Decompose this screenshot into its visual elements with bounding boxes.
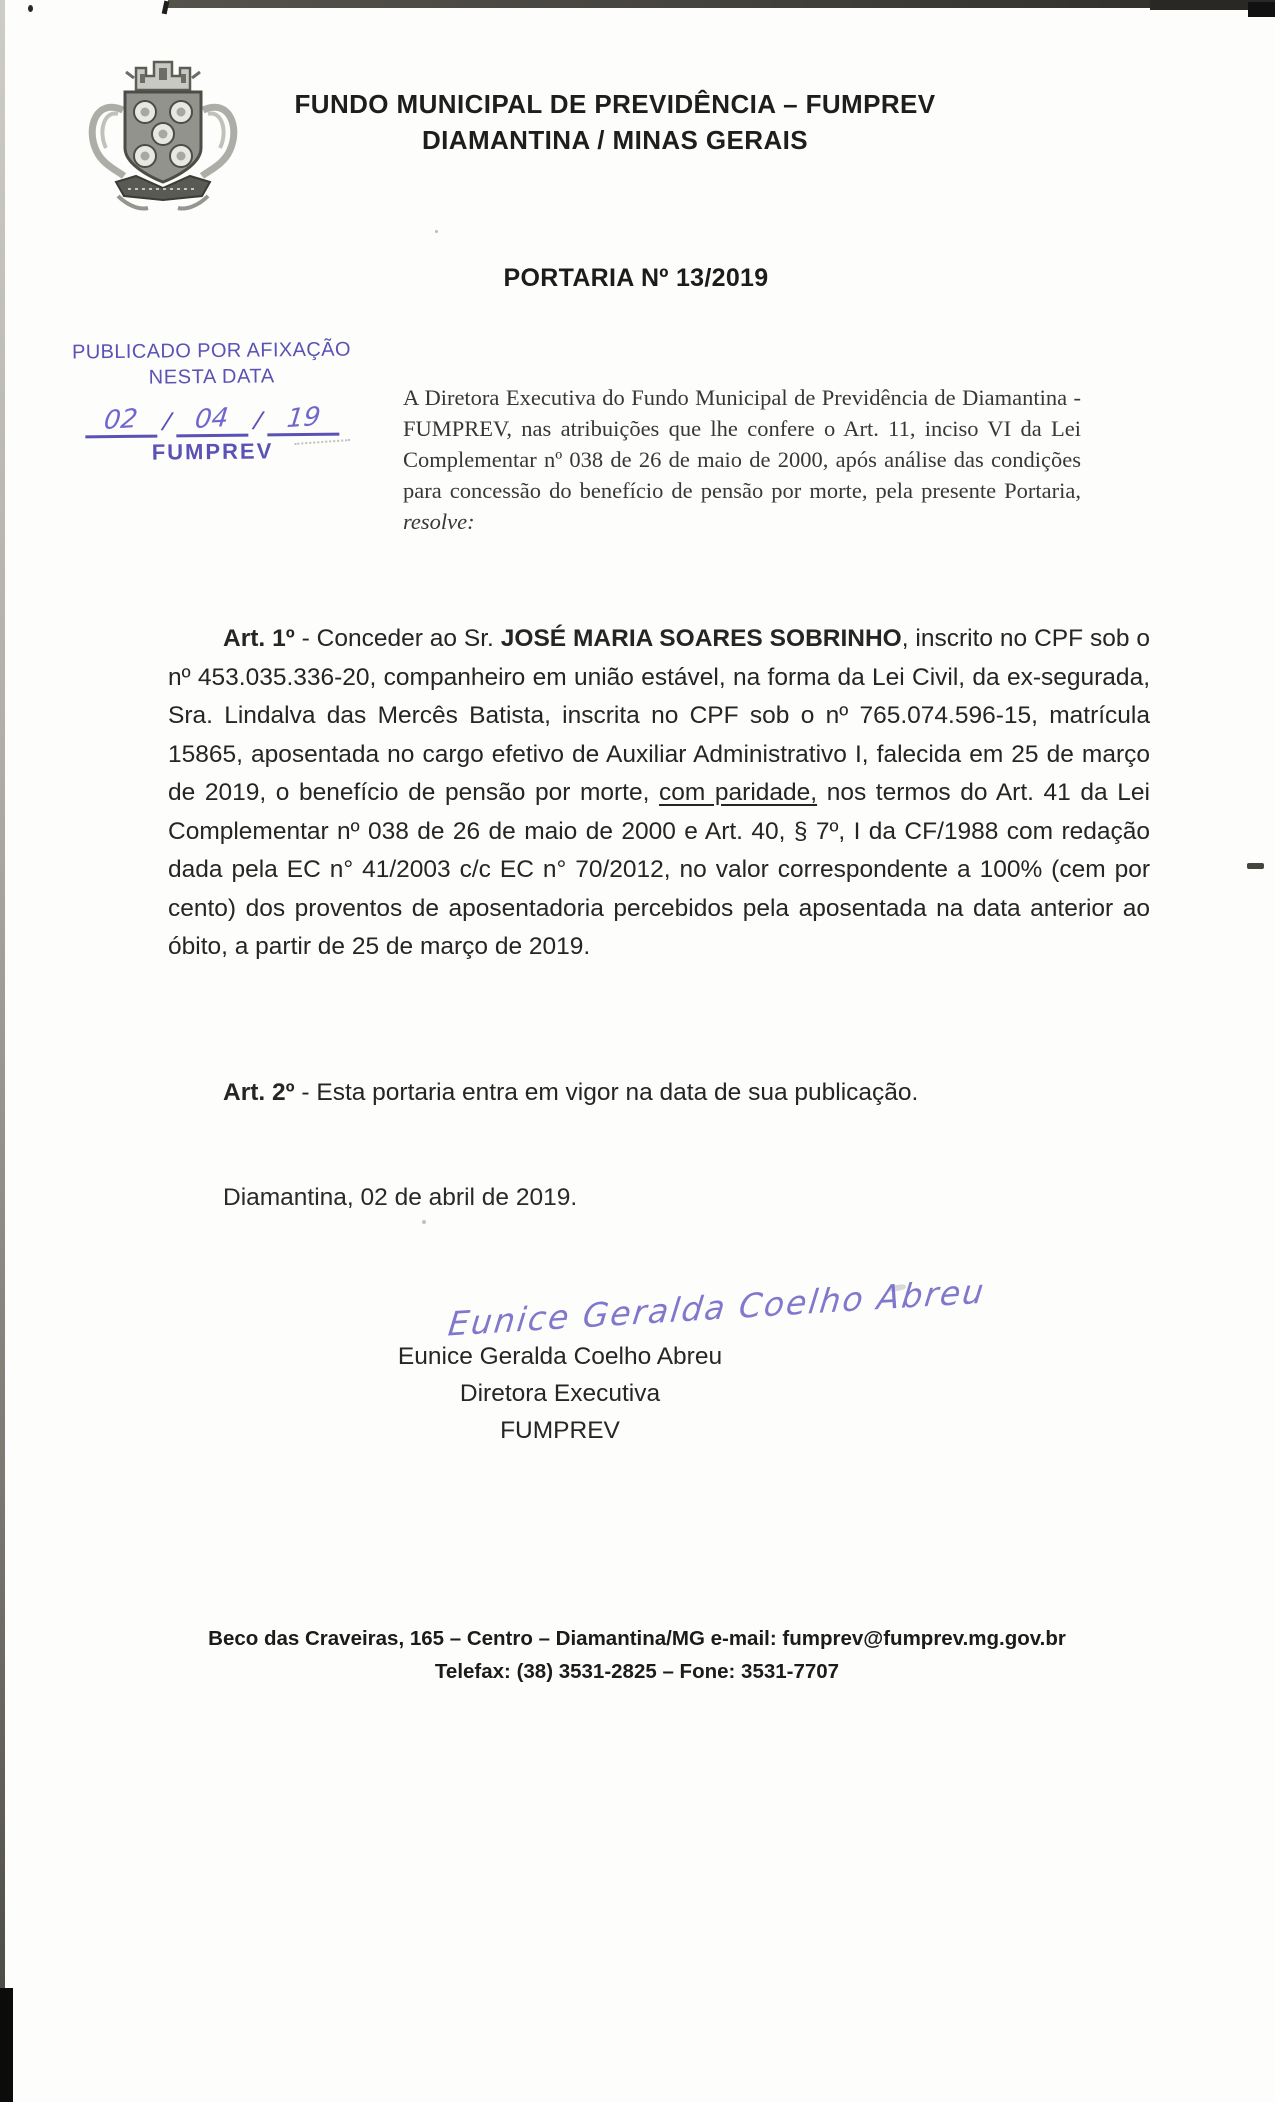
article-2-paragraph <box>168 1074 1150 1113</box>
stamp-line1: PUBLICADO POR AFIXAÇÃO <box>71 338 352 364</box>
stamp-date-month: 04 <box>193 402 231 436</box>
article-1-label: Art. 1º <box>223 625 295 652</box>
municipal-coat-of-arms-icon <box>68 50 258 223</box>
dateline: Diamantina, 02 de abril de 2019. <box>223 1184 578 1211</box>
scan-artifact-top-bar <box>168 0 1158 8</box>
scan-artifact-bottom-left-bar <box>0 1988 13 2102</box>
org-title <box>240 86 990 158</box>
article-1-underlined-phrase: com paridade, <box>659 779 818 806</box>
scan-artifact-corner-block <box>1248 2 1275 17</box>
article-1-middle: , inscrito no CPF sob o nº 453.035.336-20, companheiro em união estável, na forma da Lei Civil, da ex-segurada, Sra. Lindalva das Mercês Batista, inscrita no CPF sob o nº 765.074.596-15, matrícula 15865, aposentada no cargo efetivo de Auxiliar Administrativo I, falecida em 25 de março de 2019, o benefício de pensão por morte, <box>168 625 1150 806</box>
preamble-resolve: resolve: <box>403 509 475 534</box>
footer <box>87 1622 1187 1688</box>
article-1-before-name: - Conceder ao Sr. <box>294 625 501 652</box>
org-title-line1: FUNDO MUNICIPAL DE PREVIDÊNCIA – FUMPREV <box>294 89 936 119</box>
scan-artifact-speck <box>422 1220 426 1224</box>
article-2-label: Art. 2º <box>223 1079 295 1106</box>
scan-artifact-right-dash <box>1247 863 1264 869</box>
stamp-date-separator: / <box>161 406 173 437</box>
article-1-after-underline: nos termos do Art. 41 da Lei Complementar nº 038 de 26 de maio de 2000 e Art. 40, § 7º, I da CF/1988 com redação dada pela EC n° 41/2003 c/c EC n° 70/2012, no valor correspondente a 100% (cem por cento) dos proventos de aposentadoria percebidos pela aposentada na data anterior ao óbito, a partir de 25 de março de 2019. <box>168 779 1150 960</box>
stamp-date-separator: / <box>252 405 264 436</box>
preamble-paragraph <box>403 382 1081 537</box>
stamp-line2: NESTA DATA <box>148 365 275 389</box>
signatory-role: Diretora Executiva <box>459 1380 661 1407</box>
scan-artifact-left-edge <box>0 0 5 2102</box>
org-title-line2: DIAMANTINA / MINAS GERAIS <box>421 125 809 155</box>
stamp-handwritten-date <box>58 395 366 438</box>
scan-artifact-dot <box>28 5 33 12</box>
footer-phone-line: Telefax: (38) 3531-2825 – Fone: 3531-7707 <box>434 1660 840 1683</box>
footer-address-line: Beco das Craveiras, 165 – Centro – Diamantina/MG e-mail: fumprev@fumprev.mg.gov.br <box>208 1627 1066 1650</box>
document-title: PORTARIA Nº 13/2019 <box>503 264 769 292</box>
handwritten-signature: Eunice Geralda Coelho Abreu <box>446 1271 988 1344</box>
signatory-org: FUMPREV <box>500 1417 620 1444</box>
signatory-name: Eunice Geralda Coelho Abreu <box>397 1343 723 1370</box>
article-1-paragraph <box>168 620 1150 967</box>
preamble-text: A Diretora Executiva do Fundo Municipal de Previdência de Diamantina - FUMPREV, nas atribuições que lhe confere o Art. 11, inciso VI da Lei Complementar nº 038 de 26 de maio de 2000, após análise das condições para concessão do benefício de pensão por morte, pela presente Portaria, <box>403 385 1081 503</box>
article-2-text: - Esta portaria entra em vigor na data de sua publicação. <box>294 1079 919 1106</box>
publication-stamp <box>57 338 366 466</box>
stamp-date-year: 19 <box>285 402 322 435</box>
beneficiary-name: JOSÉ MARIA SOARES SOBRINHO <box>500 625 902 652</box>
stamp-org: FUMPREV <box>151 438 274 465</box>
stamp-date-day: 02 <box>102 403 140 436</box>
scan-artifact-speck <box>435 230 438 233</box>
signature-block <box>260 1338 860 1449</box>
